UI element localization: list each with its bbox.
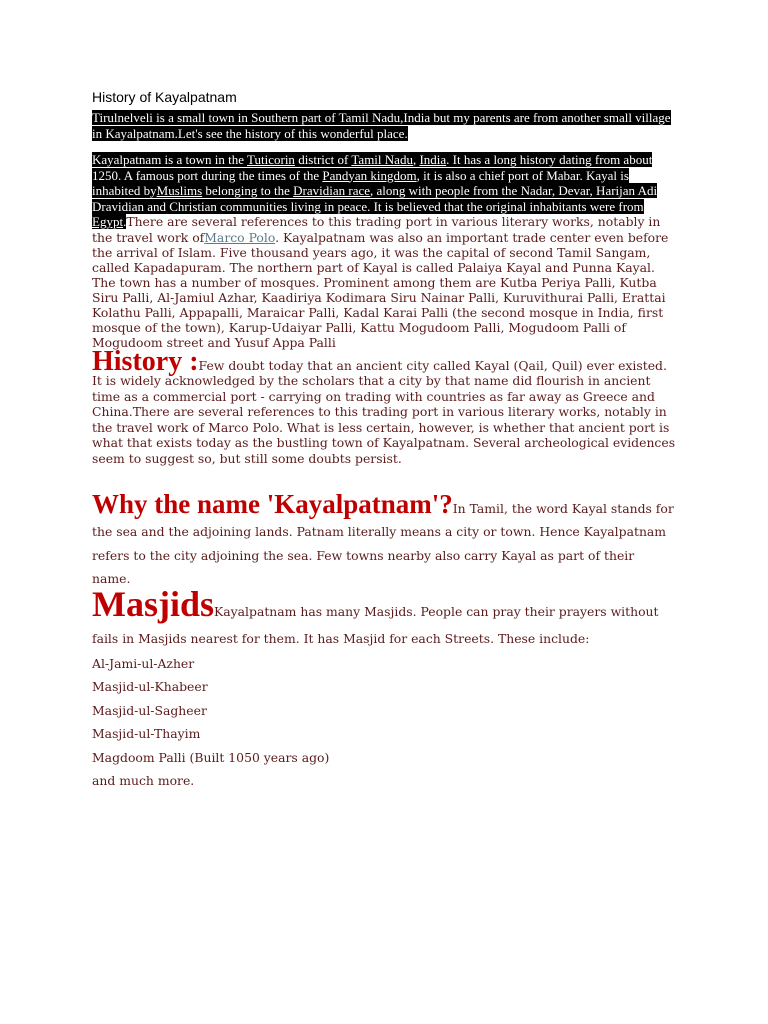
document-page — [92, 88, 676, 793]
list-item: Masjid-ul-Khabeer — [92, 679, 208, 695]
name-body: In Tamil, the word Kayal stands for the sea and the adjoining lands. Patnam literally means a city or town. Hence Kayalpatnam refers to the city adjoining the sea. Few towns nearby also carry Kayal as part of their name. — [92, 500, 674, 587]
name-heading: Why the name 'Kayalpatnam'? — [92, 488, 453, 519]
text-segment: Kayalpatnam is a town in the — [92, 152, 248, 167]
list-item: Masjid-ul-Sagheer — [92, 702, 207, 718]
intro-highlighted-text: Tirulnelveli is a small town in Southern part of Tamil Nadu,India but my parents are from another small village in Kayalpatnam.Let's see the history of this wonderful place. — [92, 110, 671, 141]
text-segment: district of — [294, 152, 352, 167]
name-section — [92, 488, 676, 591]
text-segment: . — [123, 214, 127, 229]
main-text-part-2: . Kayalpatnam was also an important trade center even before the arrival of Islam. Five thousand years ago, it was the capital of second Tamil Sangam, called Kapadapuram. The northern part of Kayal is called Palaiya Kayal and Punna Kayal. The town has a number of mosques. Prominent among them are Kutba Periya Palli, Kutba Siru Palli, Al-Jamiul Azhar, Kaadiriya Kodimara Siru Nainar Palli, Kuruvithurai Palli, Erattai Kolathu Palli, Appapalli, Maraicar Palli, Kadal Karai Palli (the second mosque in India, first mosque of the town), Karup-Udaiyar Palli, Kattu Mogudoom Palli, Mogudoom Palli of Mogudoom street and Yusuf Appa Palli — [92, 229, 669, 350]
link-marco-polo[interactable]: Marco Polo — [204, 229, 276, 245]
link-tamil-nadu[interactable]: Tamil Nadu — [351, 152, 413, 167]
link-muslims[interactable]: Muslims — [156, 183, 203, 198]
list-item: and much more. — [92, 773, 195, 789]
main-text-part-1: There are several references to this trading port in various literary works, notably in the travel work of — [92, 214, 661, 245]
text-segment: . It has a long history dating from about 1250. A famous port during the times of the — [92, 152, 653, 183]
text-segment: belonging to the — [202, 183, 294, 198]
link-pandyan-kingdom[interactable]: Pandyan kingdom — [322, 167, 417, 183]
list-item: Masjid-ul-Thayim — [92, 726, 201, 742]
document-title: History of Kayalpatnam — [92, 89, 237, 105]
text-segment: , — [412, 152, 420, 167]
history-section — [92, 345, 676, 467]
text-segment: , it is also a chief port of Mabar. Kayal is inhabited by — [92, 167, 629, 198]
history-heading: History : — [92, 345, 199, 377]
history-body: Few doubt today that an ancient city called Kayal (Qail, Quil) ever existed. It is widely acknowledged by the scholars that a city by that name did flourish in ancient time as a commercial port - carrying on trading with countries as far away as Greece and China.There are several references to this trading port in various literary works, notably in the travel work of Marco Polo. What is less certain, however, is whether that ancient port is what that exists today as the bustling town of Kayalpatnam. Several archeological evidences seem to suggest so, but still some doubts persist. — [92, 357, 676, 467]
masjid-list — [92, 652, 676, 793]
list-item: Magdoom Palli (Built 1050 years ago) — [92, 749, 330, 765]
masjids-section — [92, 583, 676, 652]
link-dravidian-race[interactable]: Dravidian race — [293, 183, 371, 198]
main-paragraph — [92, 152, 676, 350]
link-egypt[interactable]: Egypt — [92, 214, 124, 229]
link-tuticorin[interactable]: Tuticorin — [247, 152, 295, 167]
masjids-body: Kayalpatnam has many Masjids. People can pray their prayers without fails in Masjids nearest for them. It has Masjid for each Streets. These include: — [92, 603, 659, 646]
list-item: Al-Jami-ul-Azher — [92, 655, 195, 671]
link-india[interactable]: India — [419, 152, 447, 167]
intro-paragraph — [92, 110, 676, 141]
text-segment: , along with people from the Nadar, Devar, Harijan Adi Dravidian and Christian communities living in peace. It is believed that the original inhabitants were from — [92, 183, 658, 214]
masjids-heading: Masjids — [92, 583, 215, 624]
